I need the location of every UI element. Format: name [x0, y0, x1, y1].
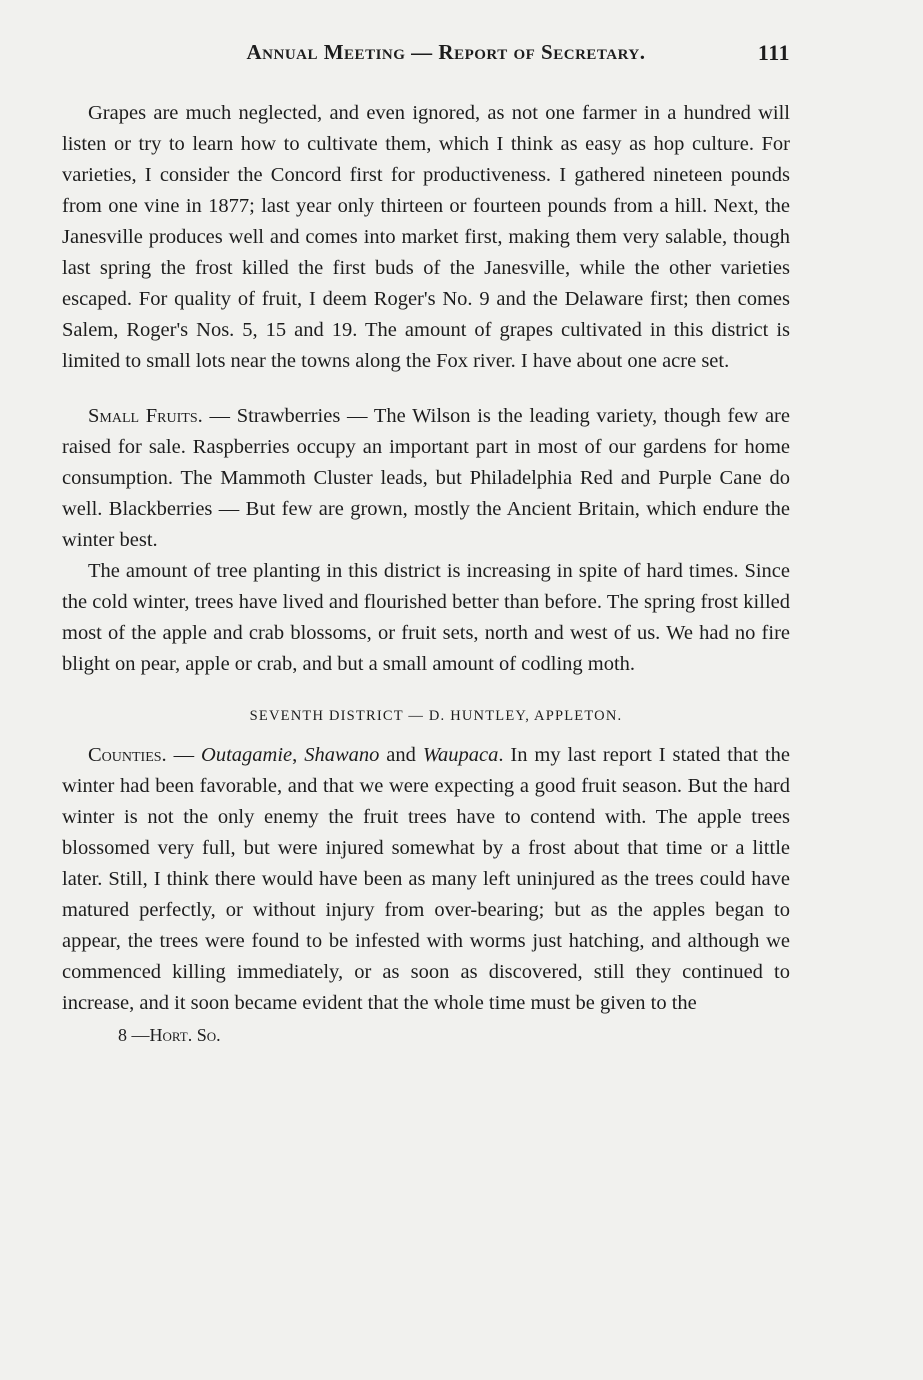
counties-dash: — — [166, 744, 202, 766]
county-shawano: Shawano — [304, 744, 380, 766]
counties-text: In my last report I stated that the winter had been favorable, and that we were expecting a good fruit season. But the hard winter is not the only enemy the fruit trees have to contend with. The apple trees blossomed very full, but were injured somewhat by a frost about that time or a little later. Still, I think there would have been as many left uninjured as the trees could have matured perfectly, or without injury from over-bearing; but as the apples began to appear, the trees were found to be infested with worms just hatching, and although we commenced killing immediately, or as soon as discovered, still they continued to increase, and it soon became evident that the whole time must be given to the — [62, 744, 790, 1014]
paragraph-tree-planting: The amount of tree planting in this district is increasing in spite of hard times. Since the cold winter, trees have lived and flourished better than before. The spring frost killed most of the apple and crab blossoms, or fruit sets, north and west of us. We had no fire blight on pear, apple or crab, and but a small amount of codling moth. — [62, 560, 790, 675]
signature-mark — [62, 1023, 790, 1047]
county-waupaca: Waupaca — [422, 744, 499, 766]
paragraph-grapes: Grapes are much neglected, and even ignored, as not one farmer in a hundred will listen or try to learn how to cultivate them, which I think as easy as hop culture. For varieties, I consider the Concord first for productiveness. I gathered nineteen pounds from one vine in 1877; last year only thirteen or fourteen pounds from a hill. Next, the Janesville produces well and comes into market first, making them very salable, though last spring the frost killed the first buds of the Janesville, while the other varieties escaped. For quality of fruit, I deem Roger's No. 9 and the Delaware first; then comes Salem, Roger's Nos. 5, 15 and 19. The amount of grapes cultivated in this district is limited to small lots near the towns along the Fox river. I have about one acre set. — [62, 102, 790, 372]
running-head — [62, 40, 790, 80]
signature-number: 8 — — [118, 1025, 150, 1045]
book-page — [62, 40, 790, 1047]
paragraph-counties — [62, 740, 790, 1019]
counties-period: . — [498, 744, 504, 766]
district-heading: SEVENTH DISTRICT — D. HUNTLEY, APPLETON. — [249, 708, 623, 724]
counties-sep-1: , — [292, 744, 305, 766]
county-outagamie: Outagamie — [201, 744, 293, 766]
small-fruits-heading: Small Fruits. — [88, 405, 203, 427]
running-head-title: Annual Meeting — Report of Secretary. — [246, 40, 646, 64]
small-fruits-text: — Strawberries — The Wilson is the leading variety, though few are raised for sale. Raspberries occupy an important part in most of our gardens for home consumption. The Mammoth Cluster leads, but Philadelphia Red and Purple Cane do well. Blackberries — But few are grown, mostly the Ancient Britain, which endure the winter best. — [62, 405, 790, 551]
counties-label: Counties. — [88, 744, 167, 766]
signature-text: Hort. So. — [149, 1025, 221, 1045]
paragraph-small-fruits — [62, 401, 790, 556]
counties-sep-2: and — [379, 744, 423, 766]
page-number: 111 — [757, 40, 790, 65]
